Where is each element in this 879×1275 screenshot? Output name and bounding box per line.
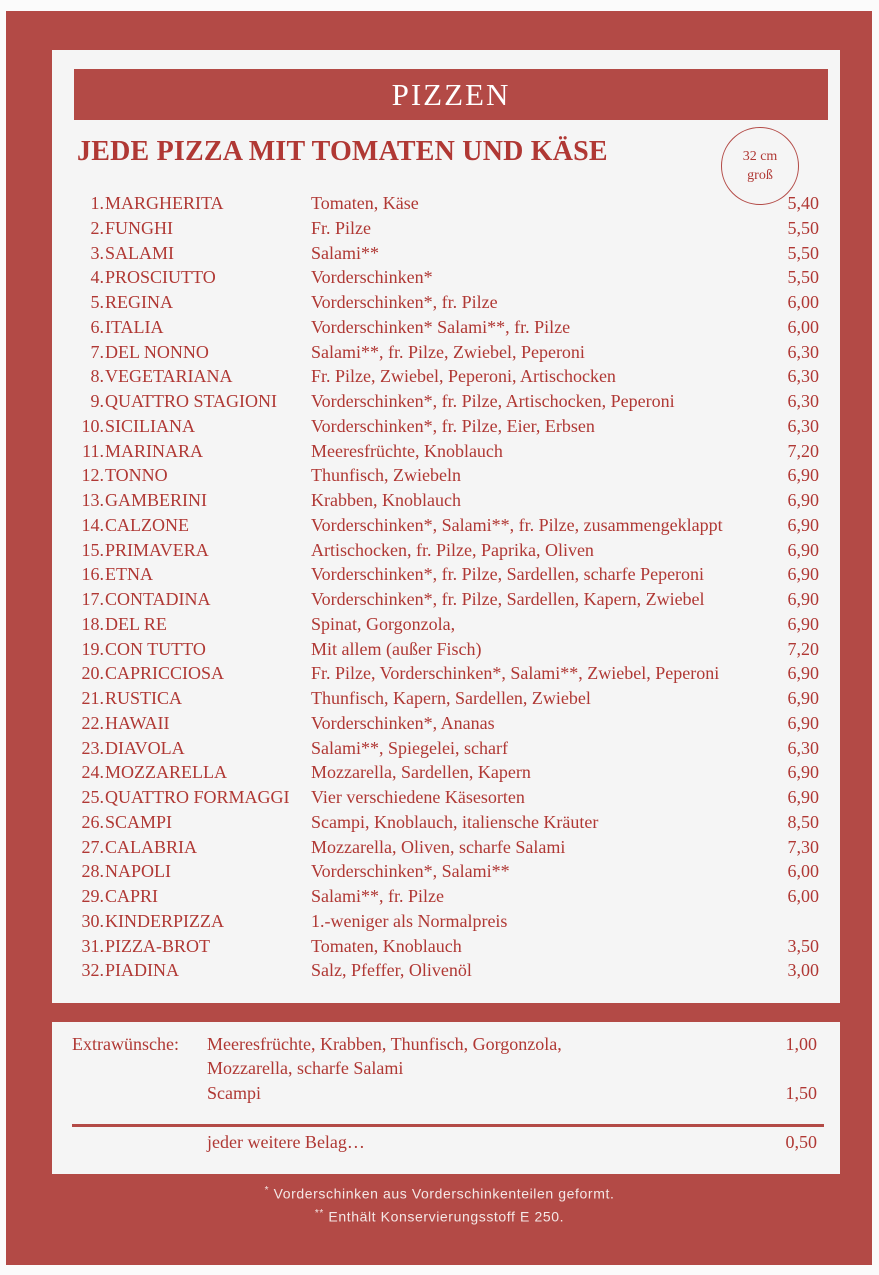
menu-item-name: REGINA [105, 292, 173, 312]
footnote-2-text: Enthält Konservierungsstoff E 250. [328, 1208, 565, 1225]
menu-item-price: 7,20 [787, 440, 819, 461]
menu-item-number: 12. [81, 465, 104, 486]
menu-item-price: 6,90 [787, 589, 819, 609]
menu-item-price: 6,90 [787, 762, 819, 783]
menu-item-number: 32. [81, 960, 104, 981]
menu-item-price: 8,50 [787, 811, 819, 832]
menu-item-ingredients: Mit allem (außer Fisch) [311, 638, 482, 659]
menu-item-name: RUSTICA [105, 688, 183, 708]
menu-item-number: 24. [81, 762, 104, 783]
menu-item-price: 7,30 [787, 836, 819, 857]
menu-item [0, 538, 879, 562]
menu-item-ingredients: Mozzarella, Sardellen, Kapern [311, 762, 531, 783]
menu-item-ingredients: Vorderschinken*, Ananas [311, 712, 495, 733]
menu-item [0, 859, 879, 883]
menu-item [0, 661, 879, 685]
menu-item-name: DEL RE [105, 613, 167, 634]
menu-item-number: 21. [81, 688, 104, 708]
menu-item-name: CAPRI [105, 886, 159, 906]
menu-item-number: 10. [81, 415, 104, 436]
menu-item-price: 6,30 [787, 366, 819, 387]
menu-item-number: 14. [81, 514, 104, 535]
menu-item-price: 6,00 [787, 316, 819, 337]
menu-item-number: 25. [81, 787, 104, 807]
menu-item-ingredients: Salami**, fr. Pilze, Zwiebel, Peperoni [311, 341, 585, 362]
menu-item [0, 439, 879, 463]
menu-item [0, 785, 879, 809]
menu-item-ingredients: Tomaten, Knoblauch [311, 935, 462, 956]
menu-item [0, 810, 879, 834]
menu-item-number: 23. [81, 737, 104, 758]
menu-item-ingredients: 1.-weniger als Normalpreis [311, 910, 508, 931]
menu-item-price: 6,90 [787, 539, 819, 560]
menu-item-name: MARGHERITA [105, 193, 224, 213]
menu-item-number: 27. [81, 836, 104, 857]
menu-item-price: 3,00 [787, 960, 819, 981]
menu-item-ingredients: Vorderschinken* [311, 267, 433, 288]
menu-item-name: MARINARA [105, 440, 204, 461]
menu-item [0, 587, 879, 611]
menu-item-name: CONTADINA [105, 589, 211, 609]
menu-item-price: 6,30 [787, 415, 819, 436]
menu-item-number: 31. [81, 935, 104, 956]
menu-item-price: 5,50 [787, 242, 819, 263]
menu-item-name: SICILIANA [105, 415, 195, 436]
menu-item-ingredients: Salami** [311, 242, 379, 263]
menu-item-ingredients: Fr. Pilze, Zwiebel, Peperoni, Artischocken [311, 366, 616, 387]
menu-item-price: 6,90 [787, 564, 819, 585]
extras-label: Extrawünsche: [72, 1034, 179, 1054]
footnote-2 [0, 1204, 879, 1227]
menu-item [0, 364, 879, 388]
menu-item-price: 6,00 [787, 292, 819, 312]
menu-item-ingredients: Vier verschiedene Käsesorten [311, 787, 525, 807]
menu-item-name: VEGETARIANA [105, 366, 233, 387]
menu-item-name: PRIMAVERA [105, 539, 209, 560]
menu-item-number: 28. [81, 861, 104, 882]
footnote-2-mark: ** [314, 1207, 324, 1219]
menu-item [0, 315, 879, 339]
menu-item-ingredients: Vorderschinken*, Salami** [311, 861, 510, 882]
menu-item-name: DEL NONNO [105, 341, 209, 362]
menu-item-name: ITALIA [105, 316, 164, 337]
menu-item-name: ETNA [105, 564, 153, 585]
menu-item-name: CAPRICCIOSA [105, 663, 225, 684]
menu-item-price: 6,30 [787, 391, 819, 411]
menu-item-price: 5,40 [787, 193, 819, 213]
menu-item [0, 414, 879, 438]
menu-item-name: NAPOLI [105, 861, 171, 882]
menu-item-price: 5,50 [787, 217, 819, 238]
menu-item-name: KINDERPIZZA [105, 910, 224, 931]
menu-item-ingredients: Salz, Pfeffer, Olivenöl [311, 960, 472, 981]
menu-item-price: 3,50 [787, 935, 819, 956]
menu-item-ingredients: Thunfisch, Zwiebeln [311, 465, 461, 486]
menu-item-number: 18. [81, 613, 104, 634]
menu-item-ingredients: Scampi, Knoblauch, italiensche Kräuter [311, 811, 599, 832]
menu-item-name: SALAMI [105, 242, 175, 263]
menu-item-ingredients: Vorderschinken*, fr. Pilze, Eier, Erbsen [311, 415, 595, 436]
menu-item-name: TONNO [105, 465, 168, 486]
menu-item-price: 6,90 [787, 663, 819, 684]
menu-item-number: 11. [82, 440, 104, 461]
menu-item-name: HAWAII [105, 712, 170, 733]
menu-item-price: 6,00 [787, 861, 819, 882]
subtitle: JEDE PIZZA MIT TOMATEN UND KÄSE [77, 136, 608, 167]
menu-item-ingredients: Vorderschinken*, fr. Pilze [311, 292, 498, 312]
menu-item-number: 15. [81, 539, 104, 560]
extras-line-3: Scampi [207, 1083, 261, 1103]
menu-item-number: 22. [81, 712, 104, 733]
menu-item [0, 290, 879, 314]
menu-item [0, 934, 879, 958]
menu-item-price: 7,20 [787, 638, 819, 659]
menu-item-number: 26. [81, 811, 104, 832]
menu-item [0, 191, 879, 215]
menu-item-ingredients: Salami**, fr. Pilze [311, 886, 444, 906]
menu-item-ingredients: Vorderschinken*, fr. Pilze, Artischocken, Peperoni [311, 391, 675, 411]
menu-item-name: GAMBERINI [105, 490, 207, 510]
menu-item [0, 488, 879, 512]
menu-item-number: 4. [90, 267, 104, 288]
menu-item-name: MOZZARELLA [105, 762, 227, 783]
menu-item-ingredients: Artischocken, fr. Pilze, Paprika, Oliven [311, 539, 594, 560]
menu-item [0, 909, 879, 933]
menu-item-ingredients: Thunfisch, Kapern, Sardellen, Zwiebel [311, 688, 591, 708]
menu-item-ingredients: Vorderschinken*, fr. Pilze, Sardellen, Kapern, Zwiebel [311, 589, 705, 609]
menu-item-number: 8. [90, 366, 104, 387]
menu-item-number: 29. [81, 886, 104, 906]
menu-item-ingredients: Krabben, Knoblauch [311, 490, 461, 510]
menu-item-number: 20. [81, 663, 104, 684]
footnote-1-text: Vorderschinken aus Vorderschinkenteilen geformt. [273, 1185, 615, 1202]
size-badge-label: groß [747, 168, 773, 183]
menu-item-number: 17. [81, 589, 104, 609]
menu-item-ingredients: Vorderschinken*, Salami**, fr. Pilze, zusammengeklappt [311, 514, 723, 535]
menu-item-ingredients: Fr. Pilze [311, 217, 372, 238]
menu-item-number: 30. [81, 910, 104, 931]
footnote-1 [0, 1181, 879, 1204]
menu-item-price: 6,90 [787, 514, 819, 535]
menu-item-name: PIADINA [105, 960, 179, 981]
menu-item-ingredients: Mozzarella, Oliven, scharfe Salami [311, 836, 566, 857]
menu-item-name: QUATTRO STAGIONI [105, 391, 278, 411]
menu-item [0, 562, 879, 586]
extra-topping-price: 0,50 [785, 1132, 817, 1152]
menu-item-name: CALABRIA [105, 836, 198, 857]
menu-item-ingredients: Vorderschinken*, fr. Pilze, Sardellen, scharfe Peperoni [311, 564, 705, 585]
menu-item-price: 6,00 [787, 886, 819, 906]
menu-item [0, 835, 879, 859]
menu-item [0, 513, 879, 537]
menu-item-name: SCAMPI [105, 811, 173, 832]
extra-topping-label: jeder weitere Belag… [207, 1132, 365, 1152]
menu-item-price: 6,30 [787, 341, 819, 362]
menu-item-price: 5,50 [787, 267, 819, 288]
size-badge-size: 32 cm [742, 149, 778, 164]
menu-item [0, 637, 879, 661]
page-title [74, 69, 828, 120]
extras-line-1: Meeresfrüchte, Krabben, Thunfisch, Gorgonzola, [207, 1034, 562, 1054]
menu-item-name: DIAVOLA [105, 737, 185, 758]
extras-price-1: 1,00 [785, 1034, 817, 1054]
menu-item [0, 389, 879, 413]
menu-item-price: 6,90 [787, 613, 819, 634]
menu-item-number: 3. [90, 242, 104, 263]
menu-item-price: 6,90 [787, 465, 819, 486]
menu-item [0, 958, 879, 982]
extras-divider [72, 1124, 824, 1127]
menu-item [0, 760, 879, 784]
menu-item-name: PIZZA-BROT [105, 935, 210, 956]
menu-item [0, 884, 879, 908]
menu-item [0, 711, 879, 735]
menu-item-number: 19. [81, 638, 104, 659]
menu-item-ingredients: Salami**, Spiegelei, scharf [311, 737, 508, 758]
menu-item-number: 5. [90, 292, 104, 312]
menu-item [0, 612, 879, 636]
menu-item-name: CON TUTTO [105, 638, 206, 659]
menu-item [0, 265, 879, 289]
menu-item [0, 463, 879, 487]
menu-item-price: 6,90 [787, 787, 819, 807]
menu-item-price: 6,90 [787, 490, 819, 510]
menu-item-number: 13. [81, 490, 104, 510]
menu-item-price: 6,90 [787, 688, 819, 708]
menu-item-name: FUNGHI [105, 217, 174, 238]
menu-item-number: 6. [90, 316, 104, 337]
footnote-1-mark: * [264, 1185, 270, 1196]
menu-item [0, 340, 879, 364]
menu-item-ingredients: Tomaten, Käse [311, 193, 419, 213]
menu-item-ingredients: Meeresfrüchte, Knoblauch [311, 440, 503, 461]
menu-item [0, 736, 879, 760]
menu-item-ingredients: Fr. Pilze, Vorderschinken*, Salami**, Zwiebel, Peperoni [311, 663, 720, 684]
menu-item-number: 16. [81, 564, 104, 585]
menu-item-price: 6,30 [787, 737, 819, 758]
menu-item-number: 2. [90, 217, 104, 238]
footnotes [0, 1181, 879, 1226]
menu-item-name: QUATTRO FORMAGGI [105, 787, 290, 807]
menu-item [0, 241, 879, 265]
menu-item-name: PROSCIUTTO [105, 267, 216, 288]
menu-item-number: 1. [90, 193, 104, 213]
title-text: PIZZEN [391, 76, 511, 112]
extras-line-2: Mozzarella, scharfe Salami [207, 1058, 404, 1078]
extras-price-2: 1,50 [785, 1083, 817, 1103]
menu-item-price: 6,90 [787, 712, 819, 733]
menu-item-ingredients: Vorderschinken* Salami**, fr. Pilze [311, 316, 571, 337]
menu-item-number: 7. [90, 341, 104, 362]
menu-item [0, 216, 879, 240]
menu-item-ingredients: Spinat, Gorgonzola, [311, 613, 456, 634]
menu-item [0, 686, 879, 710]
menu-item-name: CALZONE [105, 514, 189, 535]
menu-item-number: 9. [90, 391, 104, 411]
